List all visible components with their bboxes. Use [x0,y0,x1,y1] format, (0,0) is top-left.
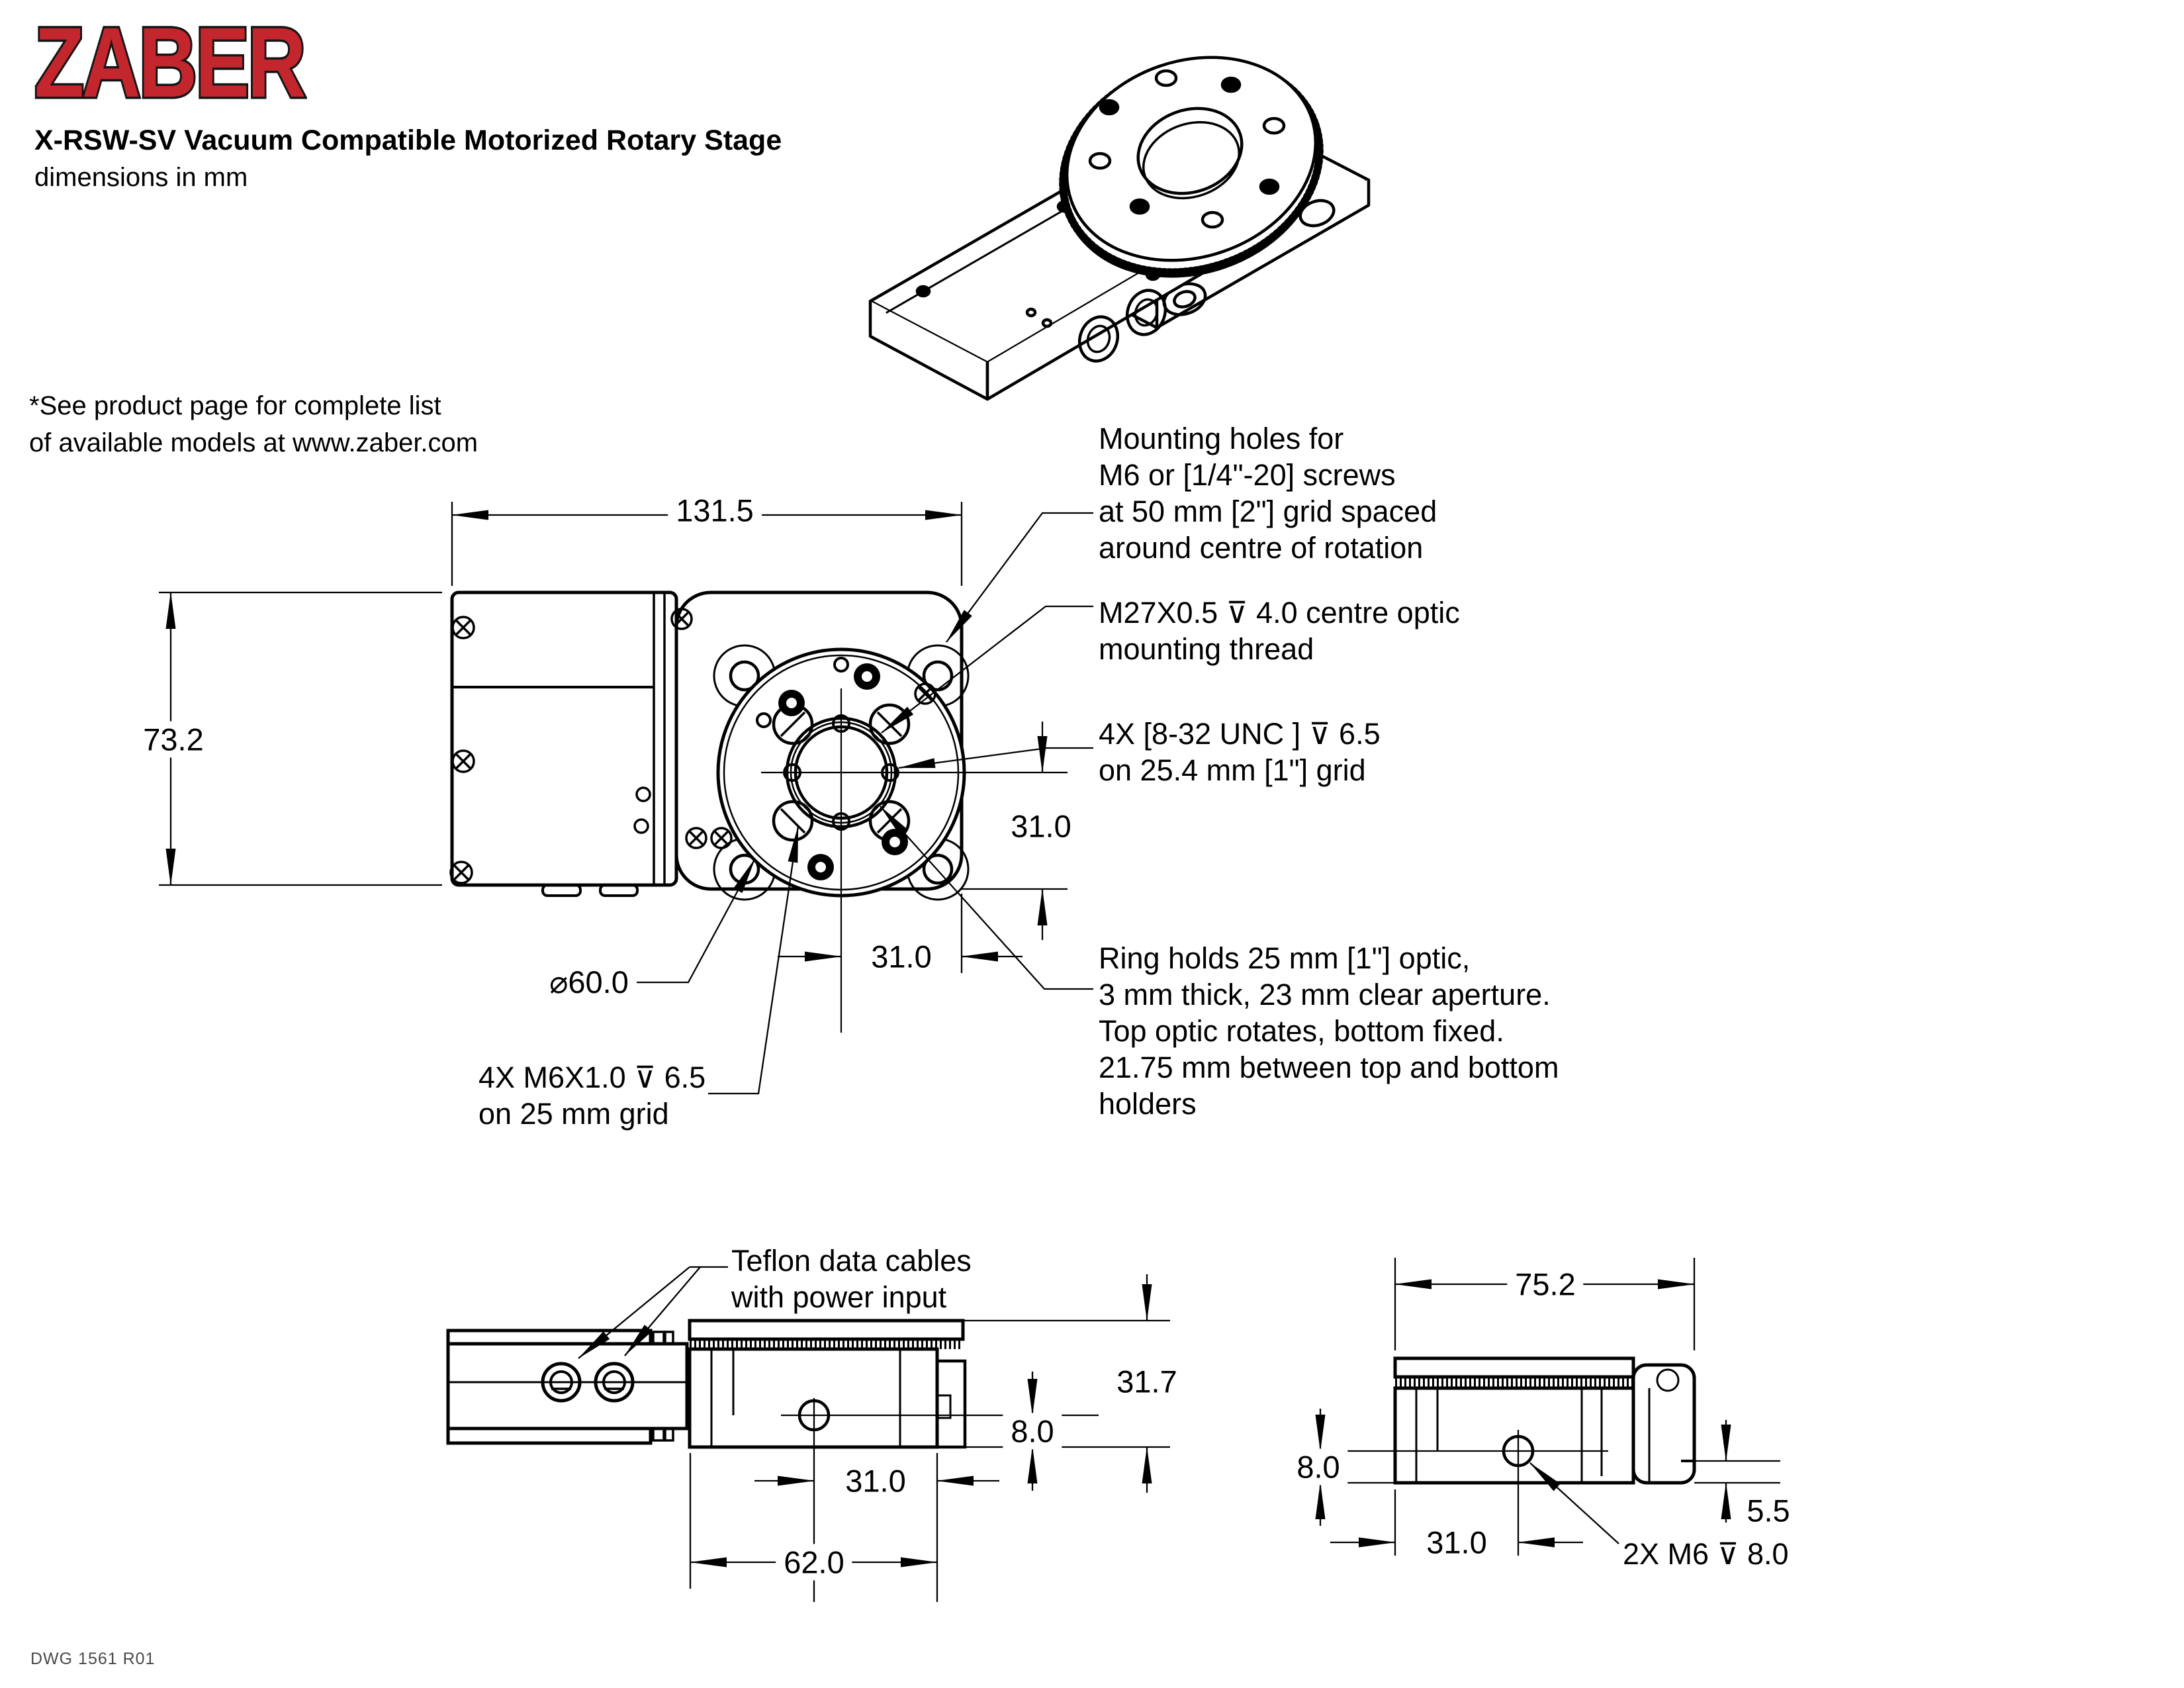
annotation-teflon-line1: Teflon data cables [731,1244,972,1278]
annotation-unc-line2: on 25.4 mm [1"] grid [1099,753,1366,787]
right-side-view [1395,1358,1694,1483]
right-side-dimensions [1291,1258,1780,1556]
zaber-logo: ZABER [34,7,304,118]
annotation-teflon-line2: with power input [731,1280,947,1314]
annotation-m27-thread [1099,594,1460,667]
annotation-mounting-line1: Mounting holes for [1099,422,1344,455]
annotation-ring-line1: Ring holds 25 mm [1"] optic, [1099,941,1471,975]
annotation-mounting-line4: around centre of rotation [1099,531,1424,565]
annotation-unc-line1: 4X [8-32 UNC ] ⊽ 6.5 [1099,717,1381,751]
dim-platter-diameter: ⌀60.0 [541,964,637,1001]
front-side-view [448,1321,965,1447]
drawing-number: DWG 1561 R01 [30,1650,156,1668]
models-note [29,387,478,461]
models-note-line2: of available models at www.zaber.com [29,428,478,457]
dim-right-offset-31-0: 31.0 [1418,1524,1494,1561]
dim-front-hole-8-0: 8.0 [1003,1413,1062,1450]
dim-right-31-0: 31.0 [1003,808,1079,845]
dim-right-hole-8-0: 8.0 [1289,1449,1347,1485]
annotation-m27-line2: mounting thread [1099,632,1314,666]
isometric-view [870,25,1369,399]
callout-m6-grid [478,1059,705,1132]
dim-height-73-2: 73.2 [135,722,211,758]
dim-bottom-31-0: 31.0 [863,939,939,975]
callout-m6-grid-line1: 4X M6X1.0 ⊽ 6.5 [478,1060,706,1094]
annotation-mounting-line3: at 50 mm [2"] grid spaced [1099,494,1437,528]
dim-front-offset-31-0: 31.0 [837,1463,913,1499]
annotation-ring-line5: holders [1099,1087,1197,1121]
dim-width-131-5: 131.5 [668,492,762,529]
annotation-ring-optic [1099,940,1559,1122]
dim-front-width-62-0: 62.0 [776,1544,852,1581]
models-note-line1: *See product page for complete list [29,391,441,420]
page-subtitle: dimensions in mm [34,163,248,192]
annotation-ring-line3: Top optic rotates, bottom fixed. [1099,1014,1504,1048]
page-title: X-RSW-SV Vacuum Compatible Motorized Rotary Stage [34,124,782,156]
annotation-teflon-cables [731,1243,972,1315]
annotation-unc-holes [1099,716,1381,788]
annotation-ring-line2: 3 mm thick, 23 mm clear aperture. [1099,978,1551,1011]
dim-right-step-5-5: 5.5 [1739,1493,1797,1529]
annotation-m27-line1: M27X0.5 ⊽ 4.0 centre optic [1099,596,1460,630]
annotation-mounting-line2: M6 or [1/4"-20] screws [1099,458,1396,492]
dim-front-height-31-7: 31.7 [1109,1364,1185,1400]
annotation-2x-m6: 2X M6 ⊽ 8.0 [1623,1537,1789,1571]
annotation-ring-line4: 21.75 mm between top and bottom [1099,1051,1559,1084]
callout-m6-grid-line2: on 25 mm grid [478,1097,669,1131]
dim-right-width-75-2: 75.2 [1507,1266,1583,1303]
annotation-mounting-holes [1099,420,1437,566]
front-side-dimensions [578,1267,1170,1602]
